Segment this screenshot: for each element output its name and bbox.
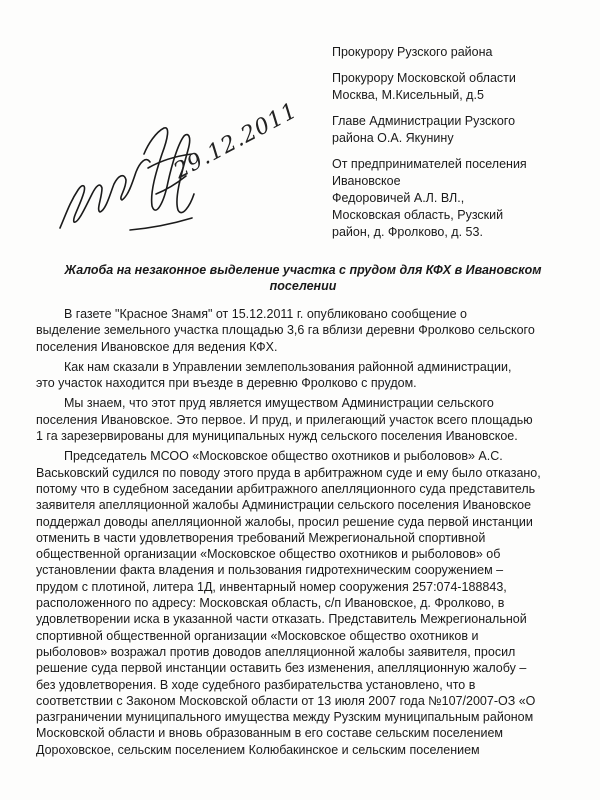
addressee-line: Москва, М.Кисельный, д.5: [332, 88, 484, 102]
body-line: Мы знаем, что этот пруд является имуществом Администрации сельского: [64, 396, 494, 411]
body-line: без удовлетворения. В ходе судебного разбирательства установлено, что в: [36, 677, 476, 692]
addressee-line: района О.А. Якунину: [332, 131, 454, 145]
addressee-entry: [332, 156, 594, 241]
body-line: Дороховское, сельским поселением Колюбакинское и сельским поселением: [36, 742, 480, 757]
body-line: прудом с плотиной, литера 1Д, инвентарный номер сооружения 257:074-188843,: [36, 579, 507, 594]
title-line: поселении: [269, 279, 337, 293]
complaint-title: [20, 262, 586, 294]
body-line: Председатель МСОО «Московское общество охотников и рыболовов» А.С.: [64, 449, 503, 464]
addressee-line: От предпринимателей поселения: [332, 157, 527, 171]
body-line: потому что в судебном заседании арбитражного апелляционного суда представитель: [36, 481, 536, 496]
addressee-line: Ивановское: [332, 174, 401, 188]
addressee-line: Федоровичей А.Л. ВЛ.,: [332, 191, 465, 205]
body-line: разграничении муниципального имущества между Рузским муниципальным районом: [36, 710, 534, 725]
body-line: установлении факта владения и пользования гидротехническим сооружением –: [36, 563, 504, 578]
body-line: Васьковский судился по поводу этого пруда в арбитражном суде и ему было отказано,: [36, 465, 541, 480]
body-line: спортивной общественной организации «Московское общество охотников и: [36, 628, 479, 643]
addressee-line: Прокурору Московской области: [332, 71, 516, 85]
addressee-entry: [332, 70, 594, 104]
body-line: Московской области и вновь образованным в его составе сельским поселением: [36, 726, 503, 741]
body-line: 1 га зарезервированы для муниципальных нужд сельского поселения Ивановское.: [36, 429, 518, 444]
addressee-entry: [332, 44, 594, 61]
body-line: поселения Ивановское для ведения КФХ.: [36, 339, 278, 354]
body-line: соответствии с Законом Московской области от 13 июля 2007 года №107/2007-ОЗ «О: [36, 693, 536, 708]
addressee-line: Главе Администрации Рузского: [332, 114, 516, 128]
addressee-line: Московская область, Рузский: [332, 208, 504, 222]
addressee-line: район, д. Фролково, д. 53.: [332, 225, 483, 239]
body-line: расположенного по адресу: Московская область, с/п Ивановское, д. Фролково, в: [36, 596, 505, 611]
body-line: поселения Ивановское. Это первое. И пруд, и прилегающий участок всего площадью: [36, 412, 533, 427]
resolution-stamp: [52, 98, 302, 260]
body-line: выделение земельного участка площадью 3,6 га вблизи деревни Фролково сельского: [36, 323, 535, 338]
body-line: решение суда первой инстанции оставить без изменения, апелляционную жалобу –: [36, 661, 527, 676]
addressee-entry: [332, 113, 594, 147]
body-line: заявителя апелляционной жалобы Администрации сельского поселения Ивановское: [36, 498, 532, 513]
addressee-line: Прокурору Рузского района: [332, 45, 493, 59]
addressee-block: [332, 44, 594, 250]
body-line: отменить в части удовлетворения требований Межрегиональной спортивной: [36, 530, 486, 545]
body-line: В газете "Красное Знамя" от 15.12.2011 г. опубликовано сообщение о: [64, 307, 467, 321]
body-line: это участок находится при въезде в деревню Фролково с прудом.: [36, 376, 417, 391]
complaint-body: [36, 306, 594, 758]
body-line: поддержал доводы апелляционной жалобы, просил решение суда первой инстанции: [36, 514, 533, 529]
body-line: Как нам сказали в Управлении землепользования районной администрации,: [64, 359, 512, 374]
title-line: Жалоба на незаконное выделение участка с прудом для КФХ в Ивановском: [64, 263, 542, 277]
resolution-date: 29.12.2011: [170, 98, 302, 185]
body-line: рыболовов» возражал против доводов апелляционной жалобы заявителя, просил: [36, 644, 516, 659]
body-line: общественной организации «Московское общество охотников и рыболовов» об: [36, 547, 501, 562]
body-line: удовлетворении иска в указанной части отказать. Представитель Межрегиональной: [36, 612, 527, 627]
